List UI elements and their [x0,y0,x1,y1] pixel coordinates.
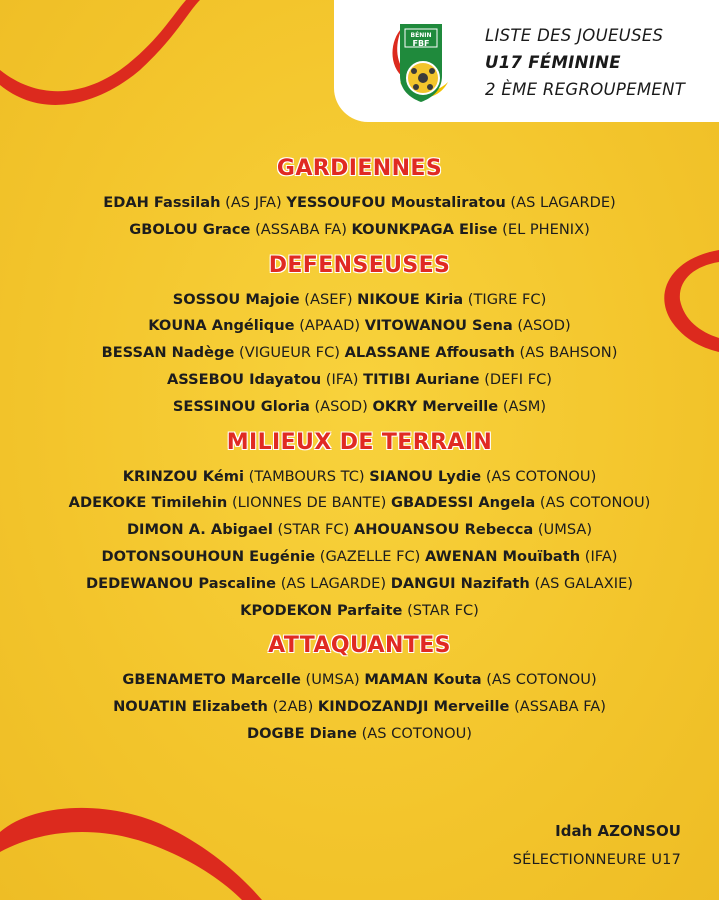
player-row [0,367,719,394]
player-name: ASSEBOU Idayatou [167,370,322,388]
section-defenseuses [0,249,719,421]
section-milieux-de-terrain [0,426,719,625]
player-club: (AS LAGARDE) [280,574,387,592]
logo-text-fbf: FBF [412,39,430,48]
player-club: (APAAD) [299,317,361,335]
player-row [0,721,719,748]
player-club: (STAR FC) [407,601,479,619]
player-club: (VIGUEUR FC) [239,344,340,362]
player-name: GBADESSI Angela [391,494,536,512]
player-row [0,598,719,625]
player-name: SOSSOU Majoie [172,290,300,308]
player-name: NIKOUE Kiria [357,290,464,308]
player-club: (AS COTONOU) [485,467,597,485]
player-club: (STAR FC) [277,521,350,539]
player-club: (TIGRE FC) [467,290,547,308]
player-name: SIANOU Lydie [369,467,482,485]
player-name: GBOLOU Grace [129,220,251,238]
player-name: KRINZOU Kémi [122,467,244,485]
player-row [0,190,719,217]
section-attaquantes [0,629,719,747]
player-name: VITOWANOU Sena [364,317,513,335]
header-line-3: 2 ÈME REGROUPEMENT [485,80,686,99]
player-club: (GAZELLE FC) [319,547,421,565]
header-card [334,0,719,122]
player-row [0,464,719,491]
player-name: AHOUANSOU Rebecca [353,521,534,539]
player-club: (AS COTONOU) [539,494,651,512]
player-row [0,217,719,244]
player-name: GBENAMETO Marcelle [122,671,301,689]
player-row [0,694,719,721]
player-club: (ASOD) [517,317,571,335]
player-name: AWENAN Mouïbath [425,547,581,565]
player-name: DIMON A. Abigael [126,521,273,539]
player-row [0,667,719,694]
signature-block [513,817,681,875]
player-club: (AS COTONOU) [361,724,472,742]
player-row [0,517,719,544]
player-row [0,340,719,367]
section-title: ATTAQUANTES [268,633,451,659]
coach-name: Idah AZONSOU [555,822,681,840]
player-name: DEDEWANOU Pascaline [85,574,277,592]
player-row [0,571,719,598]
section-gardiennes [0,152,719,244]
player-name: BESSAN Nadège [101,344,235,362]
player-club: (ASOD) [314,397,368,415]
fbf-benin-logo-icon [386,16,458,111]
player-club: (EL PHENIX) [502,220,590,238]
player-club: (TAMBOURS TC) [248,467,365,485]
player-name: SESSINOU Gloria [172,397,310,415]
player-name: KINDOZANDJI Merveille [317,698,510,716]
roster [0,152,719,753]
player-club: (UMSA) [537,521,593,539]
player-name: OKRY Merveille [372,397,499,415]
header-line-2: U17 FÉMININE [485,53,621,72]
player-row [0,544,719,571]
player-club: (IFA) [584,547,618,565]
player-club: (UMSA) [305,671,360,689]
header-title-block [485,22,685,103]
player-name: DANGUI Nazifath [390,574,530,592]
header-line-1: LISTE DES JOUEUSES [485,26,664,45]
player-name: KPODEKON Parfaite [240,601,403,619]
section-title: MILIEUX DE TERRAIN [226,429,493,455]
player-club: (ASSABA FA) [514,698,606,716]
player-club: (ASEF) [304,290,353,308]
player-club: (AS JFA) [225,194,282,211]
player-club: (AS COTONOU) [486,671,597,689]
player-row [0,287,719,314]
player-club: (ASM) [502,397,547,415]
player-name: DOGBE Diane [246,724,357,742]
player-club: (LIONNES DE BANTE) [231,494,387,512]
player-name: DOTONSOUHOUN Eugénie [101,547,316,565]
player-club: (AS BAHSON) [519,344,618,362]
player-name: EDAH Fassilah [103,194,221,211]
coach-role: SÉLECTIONNEURE U17 [512,852,681,868]
logo-text-benin: BÉNIN [410,32,432,39]
player-row [0,394,719,421]
player-club: (IFA) [325,370,359,388]
player-name: KOUNKPAGA Elise [351,220,498,238]
player-name: ALASSANE Affousath [344,344,515,362]
section-title: GARDIENNES [276,156,443,181]
section-title: DEFENSEUSES [268,252,451,278]
player-club: (ASSABA FA) [255,220,347,238]
player-name: ADEKOKE Timilehin [68,494,228,512]
player-name: TITIBI Auriane [363,370,480,388]
player-name: NOUATIN Elizabeth [113,698,268,716]
player-row [0,313,719,340]
player-name: MAMAN Kouta [364,671,482,689]
player-name: YESSOUFOU Moustaliratou [286,194,506,211]
player-club: (DEFI FC) [484,370,552,388]
player-row [0,490,719,517]
player-club: (2AB) [272,698,314,716]
player-name: KOUNA Angélique [148,317,295,335]
player-club: (AS LAGARDE) [510,194,616,211]
player-club: (AS GALAXIE) [534,574,633,592]
